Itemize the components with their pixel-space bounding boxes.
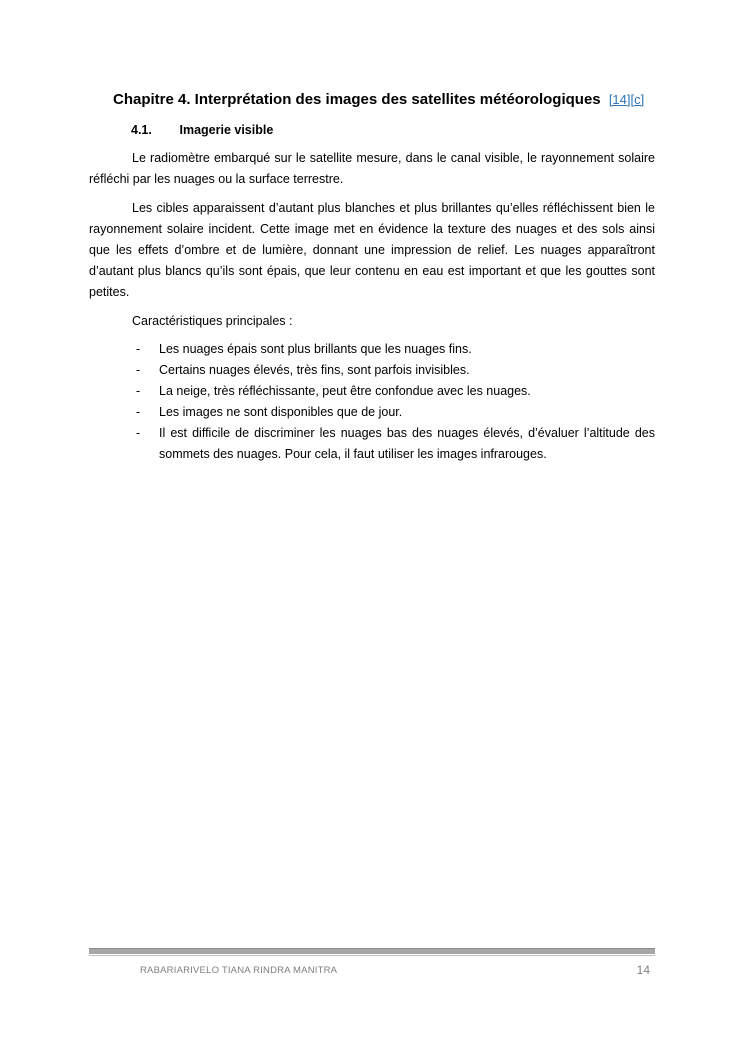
list-item-text: Les nuages épais sont plus brillants que les nuages fins.	[159, 342, 472, 356]
chapter-title	[113, 90, 658, 110]
paragraph-targets: Les cibles apparaissent d’autant plus blanches et plus brillantes qu’elles réfléchissent bien le rayonnement solaire incident. Cette image met en évidence la texture des nuages et des sols ainsi que les effets d’ombre et de lumière, donnant une impression de relief. Les nuages apparaîtront d’autant plus blancs qu’ils sont épais, que leur contenu en eau est important et que les gouttes sont petites.	[89, 201, 655, 299]
bullet-dash: -	[136, 342, 141, 356]
list-item-text: La neige, très réfléchissante, peut être confondue avec les nuages.	[159, 384, 531, 398]
footer-author: RABARIARIVELO TIANA RINDRA MANITRA	[140, 965, 338, 976]
list-item-text: Les images ne sont disponibles que de jour.	[159, 405, 403, 419]
footer-divider	[89, 948, 655, 954]
bullet-dash: -	[136, 405, 141, 419]
section-heading	[131, 121, 273, 139]
footer-divider-thin	[89, 955, 655, 956]
bullet-dash: -	[136, 363, 141, 377]
list-item-text: Certains nuages élevés, très fins, sont parfois invisibles.	[159, 363, 470, 377]
list-item	[131, 339, 655, 360]
chapter-title-text: Chapitre 4. Interprétation des images des satellites météorologiques	[113, 91, 601, 108]
chapter-reference-link[interactable]: [14][c]	[608, 92, 645, 107]
list-item	[131, 423, 655, 465]
bullet-dash: -	[136, 426, 141, 440]
paragraph-radiometer: Le radiomètre embarqué sur le satellite mesure, dans le canal visible, le rayonnement solaire réfléchi par les nuages ou la surface terrestre.	[89, 151, 655, 186]
section-number: 4.1.	[131, 123, 152, 137]
characteristics-list	[131, 339, 655, 465]
paragraph-characteristics-intro: Caractéristiques principales :	[132, 314, 293, 328]
list-item-text: Il est difficile de discriminer les nuages bas des nuages élevés, d’évaluer l’altitude des sommets des nuages. Pour cela, il faut utiliser les images infrarouges.	[159, 426, 655, 461]
page-number: 14	[636, 963, 650, 977]
section-title: Imagerie visible	[179, 123, 274, 137]
list-item	[131, 381, 655, 402]
list-item	[131, 360, 655, 381]
list-item	[131, 402, 655, 423]
bullet-dash: -	[136, 384, 141, 398]
